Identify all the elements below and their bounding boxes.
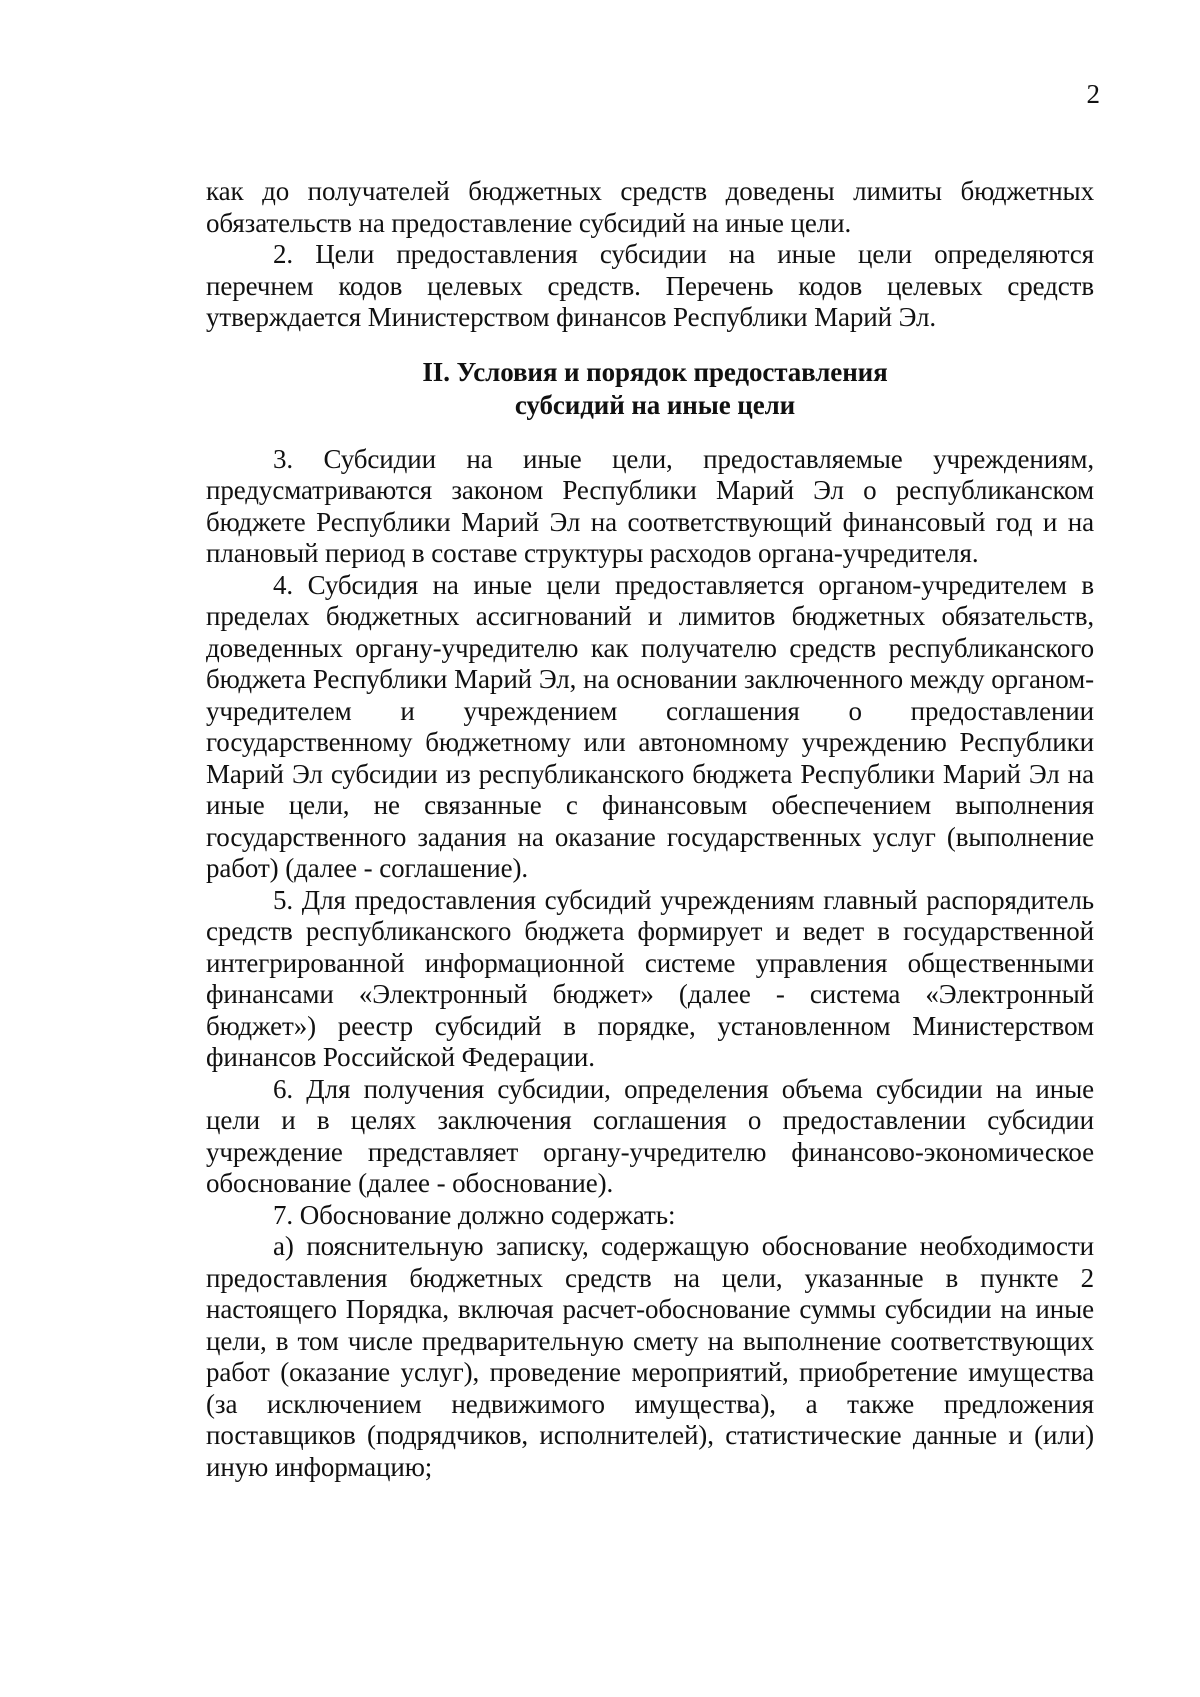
paragraph-6: 6. Для получения субсидии, определения объема субсидии на иные цели и в целях заключения соглашения о предоставлении субсидии учреждение представляет органу-учредителю финансово-экономическое обоснование (далее - обоснование). bbox=[206, 1073, 1094, 1198]
section-heading-line-1: II. Условия и порядок предоставления bbox=[422, 356, 888, 387]
paragraph-5: 5. Для предоставления субсидий учреждениям главный распорядитель средств республиканского бюджета формирует и ведет в государственной интегрированной информационной системе управления общественными финансами «Электронный бюджет» (далее - система «Электронный бюджет») реестр субсидий в порядке, установленном Министерством финансов Российской Федерации. bbox=[206, 884, 1094, 1072]
page-number: 2 bbox=[1086, 79, 1100, 109]
document-body bbox=[206, 176, 1094, 1483]
section-heading-line-2: субсидий на иные цели bbox=[514, 389, 796, 420]
paragraph-continuation: как до получателей бюджетных средств доведены лимиты бюджетных обязательств на предоставление субсидий на иные цели. bbox=[206, 176, 1094, 238]
paragraph-7: 7. Обоснование должно содержать: bbox=[273, 1199, 676, 1230]
paragraph-3: 3. Субсидии на иные цели, предоставляемые учреждениям, предусматриваются законом Республики Марий Эл о республиканском бюджете Республики Марий Эл на соответствующий финансовый год и на плановый период в составе структуры расходов органа-учредителя. bbox=[206, 443, 1094, 568]
paragraph-7a: а) пояснительную записку, содержащую обоснование необходимости предоставления бюджетных средств на цели, указанные в пункте 2 настоящего Порядка, включая расчет-обоснование суммы субсидии на иные цели, в том числе предварительную смету на выполнение соответствующих работ (оказание услуг), проведение мероприятий, приобретение имущества (за исключением недвижимого имущества), а также предложения поставщиков (подрядчиков, исполнителей), статистические данные и (или) иную информацию; bbox=[206, 1231, 1094, 1482]
section-heading bbox=[206, 356, 1094, 422]
paragraph-4: 4. Субсидия на иные цели предоставляется органом-учредителем в пределах бюджетных ассигнований и лимитов бюджетных обязательств, доведенных органу-учредителю как получателю средств республиканского бюджета Республики Марий Эл, на основании заключенного между органом-учредителем и учреждением соглашения о предоставлении государственному бюджетному или автономному учреждению Республики Марий Эл субсидии из республиканского бюджета Республики Марий Эл на иные цели, не связанные с финансовым обеспечением выполнения государственного задания на оказание государственных услуг (выполнение работ) (далее - соглашение). bbox=[206, 569, 1094, 883]
paragraph-2: 2. Цели предоставления субсидии на иные цели определяются перечнем кодов целевых средств. Перечень кодов целевых средств утверждается Министерством финансов Республики Марий Эл. bbox=[206, 239, 1094, 332]
